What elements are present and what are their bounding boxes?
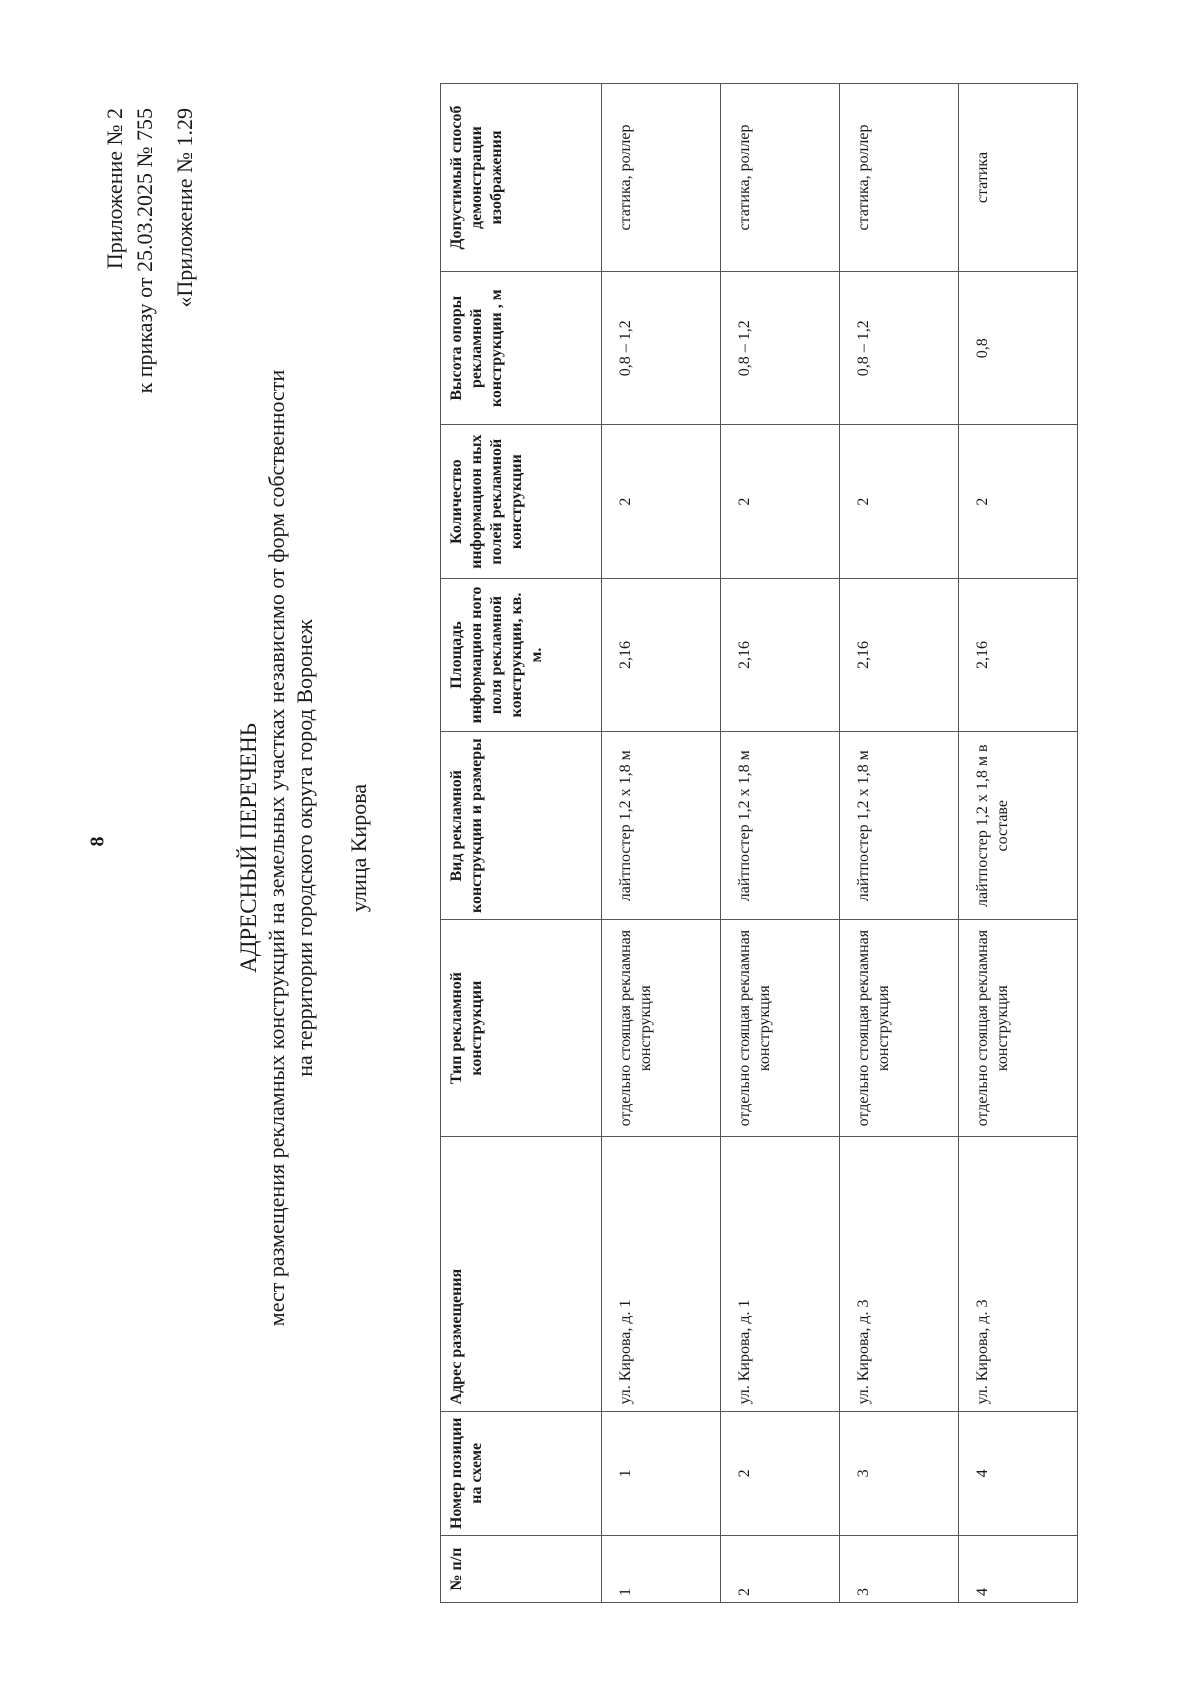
table-row [721,84,840,1603]
cell-construction-kind: лайтпостер 1,2 х 1,8 м в составе [959,732,1078,920]
cell-row-number: 2 [721,1536,840,1603]
header-construction-kind: Вид рекламной конструкции и размеры [441,732,602,920]
cell-construction-type: отдельно стоящая рекламная конструкция [959,920,1078,1137]
document-title: АДРЕСНЫЙ ПЕРЕЧЕНЬ [236,723,261,973]
cell-display-method: статика, роллер [602,84,721,272]
cell-field-count: 2 [721,425,840,578]
table-row [959,84,1078,1603]
cell-position-number: 2 [721,1411,840,1536]
cell-display-method: статика [959,84,1078,272]
cell-address: ул. Кирова, д. 3 [840,1137,959,1412]
address-table [440,83,1078,1603]
cell-construction-kind: лайтпостер 1,2 х 1,8 м [602,732,721,920]
cell-row-number: 4 [959,1536,1078,1603]
cell-construction-type: отдельно стоящая рекламная конструкция [602,920,721,1137]
header-address: Адрес размещения [441,1137,602,1412]
cell-field-area: 2,16 [602,578,721,731]
cell-row-number: 3 [840,1536,959,1603]
cell-address: ул. Кирова, д. 1 [602,1137,721,1412]
cell-display-method: статика, роллер [840,84,959,272]
cell-support-height: 0,8 – 1,2 [721,272,840,425]
page-number: 8 [86,836,109,847]
cell-construction-type: отдельно стоящая рекламная конструкция [721,920,840,1137]
cell-support-height: 0,8 [959,272,1078,425]
table-header-row [441,84,602,1603]
table-row [840,84,959,1603]
cell-address: ул. Кирова, д. 1 [721,1137,840,1412]
cell-construction-kind: лайтпостер 1,2 х 1,8 м [840,732,959,920]
cell-display-method: статика, роллер [721,84,840,272]
header-row-number: № п/п [441,1536,602,1603]
cell-support-height: 0,8 – 1,2 [840,272,959,425]
document-subtitle-2: на территории городского округа город Воронеж [292,619,317,1077]
cell-field-count: 2 [840,425,959,578]
cell-row-number: 1 [602,1536,721,1603]
header-field-area: Площадь информацион ного поля рекламной конструкции, кв. м. [441,578,602,731]
header-construction-type: Тип рекламной конструкции [441,920,602,1137]
cell-position-number: 4 [959,1411,1078,1536]
street-name: улица Кирова [346,783,371,913]
header-position-number: Номер позиции на схеме [441,1411,602,1536]
annex-line-2: к приказу от 25.03.2025 № 755 [132,108,157,394]
annex-line-3: «Приложение № 1.29 [172,108,197,308]
document-sheet [100,68,1100,1628]
header-field-count: Количество информацион ных полей рекламной конструкции [441,425,602,578]
cell-field-count: 2 [959,425,1078,578]
document-subtitle-1: мест размещения рекламных конструкций на земельных участках независимо от форм собственности [264,369,289,1327]
cell-address: ул. Кирова, д. 3 [959,1137,1078,1412]
cell-field-area: 2,16 [840,578,959,731]
cell-position-number: 3 [840,1411,959,1536]
header-support-height: Высота опоры рекламной конструкции , м [441,272,602,425]
annex-reference [100,108,200,393]
cell-field-area: 2,16 [959,578,1078,731]
cell-construction-type: отдельно стоящая рекламная конструкция [840,920,959,1137]
cell-support-height: 0,8 – 1,2 [602,272,721,425]
header-display-method: Допустимый способ демонстрации изображения [441,84,602,272]
cell-field-count: 2 [602,425,721,578]
annex-line-1: Приложение № 2 [102,108,127,270]
cell-position-number: 1 [602,1411,721,1536]
table-row [602,84,721,1603]
cell-field-area: 2,16 [721,578,840,731]
cell-construction-kind: лайтпостер 1,2 х 1,8 м [721,732,840,920]
document-heading [235,68,373,1628]
